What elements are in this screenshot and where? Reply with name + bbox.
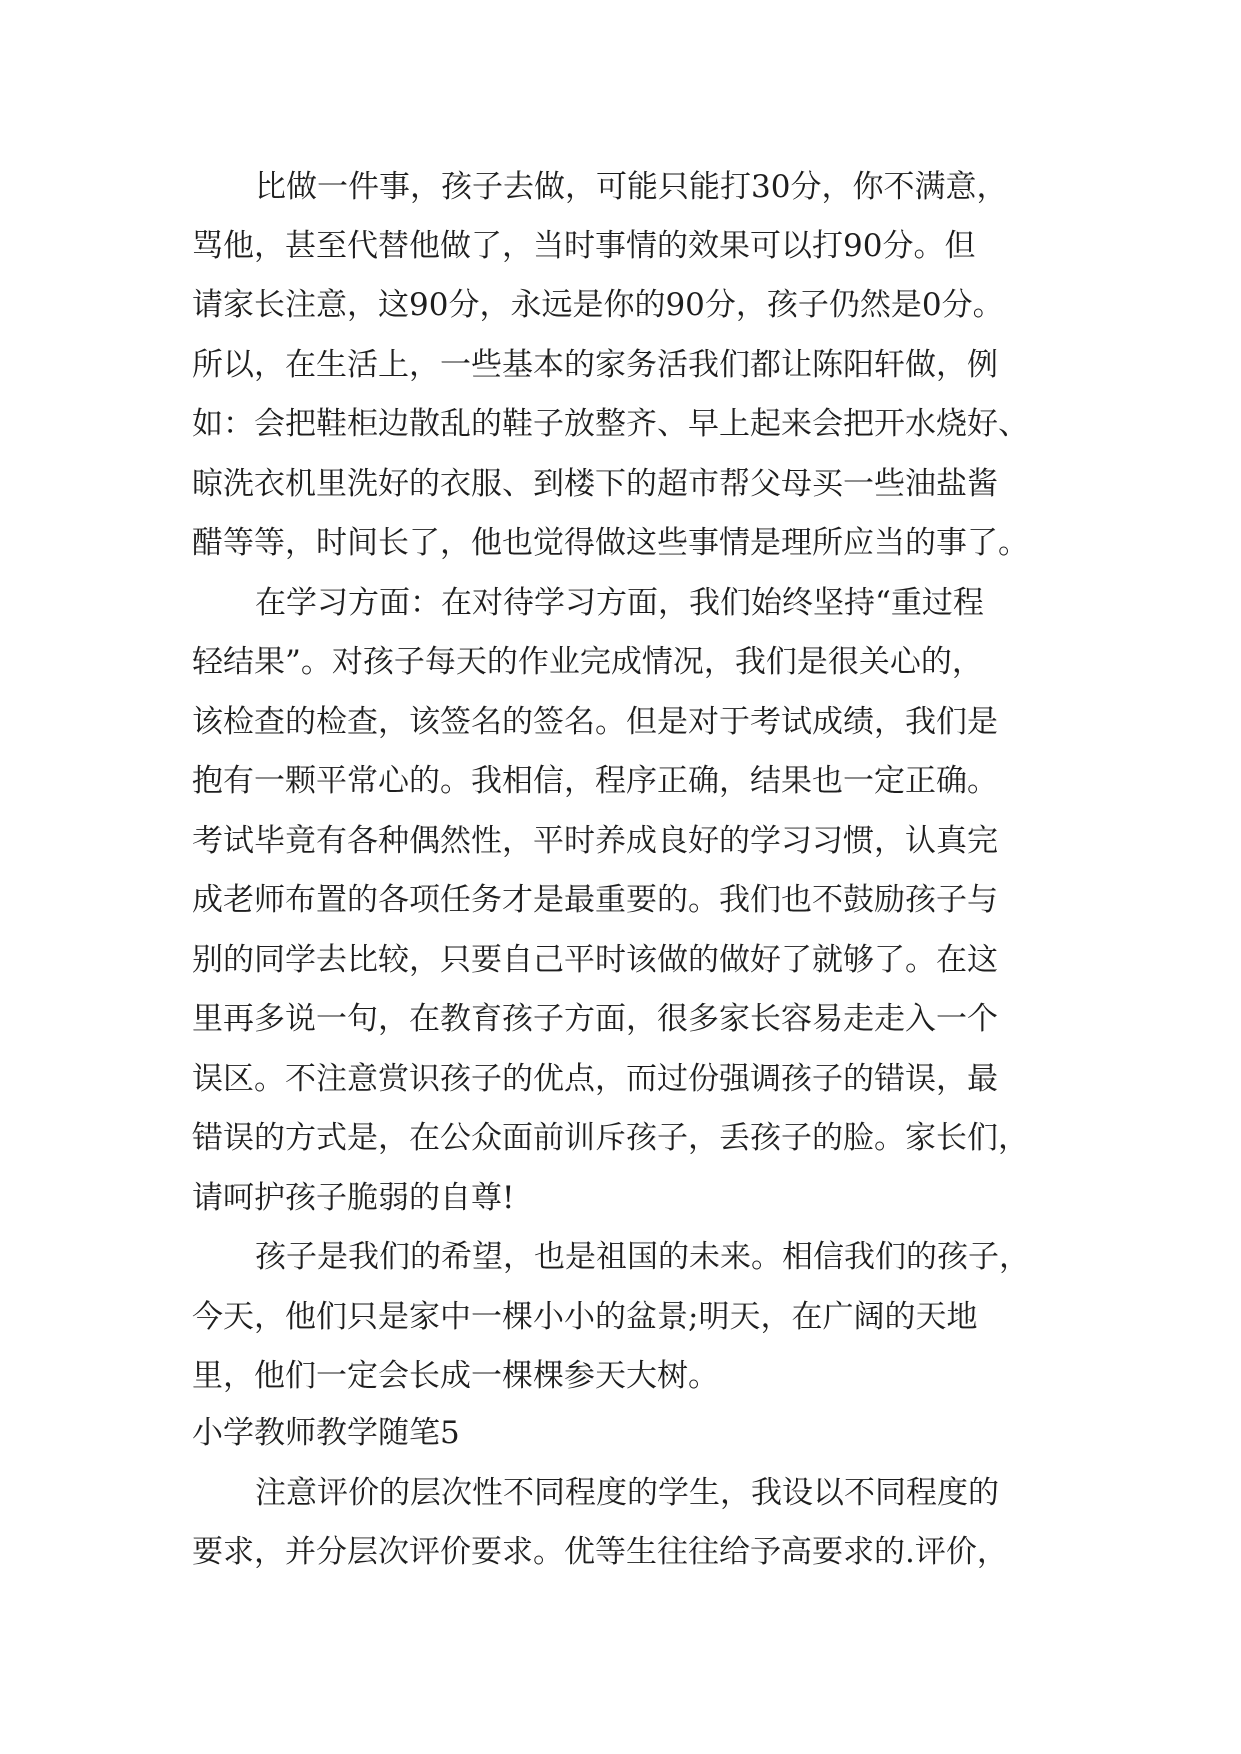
text-line: 醋等等，时间长了，他也觉得做这些事情是理所应当的事了。 [192, 525, 1029, 561]
text-line: 晾洗衣机里洗好的衣服、到楼下的超市帮父母买一些油盐酱 [192, 466, 998, 502]
text-line: 里，他们一定会长成一棵棵参天大树。 [192, 1358, 719, 1394]
text-line: 要求，并分层次评价要求。优等生往往给予高要求的.评价， [192, 1534, 1008, 1570]
text-line: 误区。不注意赏识孩子的优点，而过份强调孩子的错误，最 [192, 1061, 998, 1097]
text-line: 孩子是我们的希望，也是祖国的未来。相信我们的孩子， [255, 1239, 1030, 1275]
text-line: 抱有一颗平常心的。我相信，程序正确，结果也一定正确。 [192, 763, 998, 799]
text-line: 今天，他们只是家中一棵小小的盆景;明天，在广阔的天地 [192, 1299, 978, 1335]
text-line: 别的同学去比较，只要自己平时该做的做好了就够了。在这 [192, 942, 998, 978]
text-line: 所以，在生活上，一些基本的家务活我们都让陈阳轩做，例 [192, 347, 998, 383]
text-line: 请家长注意，这90分，永远是你的90分，孩子仍然是0分。 [192, 287, 1004, 323]
text-line: 该检查的检查，该签名的签名。但是对于考试成绩，我们是 [192, 704, 998, 740]
text-line: 成老师布置的各项任务才是最重要的。我们也不鼓励孩子与 [192, 882, 998, 918]
section-heading: 小学教师教学随笔5 [192, 1415, 460, 1451]
text-line: 如：会把鞋柜边散乱的鞋子放整齐、早上起来会把开水烧好、 [192, 406, 1029, 442]
text-line: 里再多说一句，在教育孩子方面，很多家长容易走走入一个 [192, 1001, 998, 1037]
text-line: 轻结果”。对孩子每天的作业完成情况，我们是很关心的， [192, 644, 983, 680]
text-line: 骂他，甚至代替他做了，当时事情的效果可以打90分。但 [192, 228, 976, 264]
text-line: 请呵护孩子脆弱的自尊! [192, 1180, 515, 1216]
text-line: 比做一件事，孩子去做，可能只能打30分，你不满意， [255, 169, 1008, 205]
text-line: 错误的方式是，在公众面前训斥孩子，丢孩子的脸。家长们， [192, 1120, 1029, 1156]
text-line: 考试毕竟有各种偶然性，平时养成良好的学习习惯，认真完 [192, 823, 998, 859]
text-line: 注意评价的层次性不同程度的学生，我设以不同程度的 [255, 1475, 999, 1511]
text-line: 在学习方面：在对待学习方面，我们始终坚持“重过程 [255, 585, 984, 621]
